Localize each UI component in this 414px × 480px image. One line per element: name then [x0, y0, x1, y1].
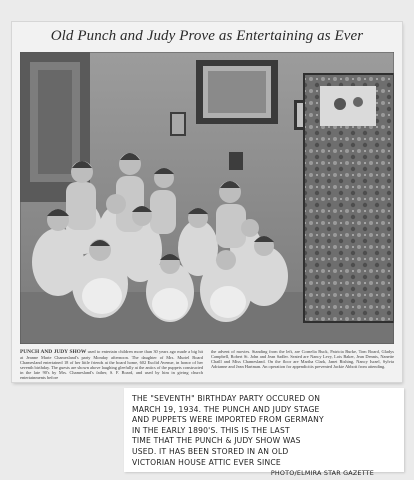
note-line: MARCH 19, 1934. THE PUNCH AND JUDY STAGE [132, 404, 320, 414]
caption-lead: PUNCH AND JUDY SHOW [20, 349, 87, 355]
note-line: IN THE EARLY 1890'S. THIS IS THE LAST [132, 425, 290, 435]
newspaper-clipping [12, 22, 402, 382]
headline: Old Punch and Judy Prove as Entertaining as Ever [50, 28, 364, 44]
note-line: THE "SEVENTH" BIRTHDAY PARTY OCCURED ON [132, 394, 321, 403]
caption-text-left: used to entertain children more than 30 years ago made a big hit at Jeanne Marie Chamesland's party Monday afternoon. The daughter of Mrs. Muriel Board Chamesland entertained 18 of her little friends at the board home, 602 Euclid Avenue, in honor of her seventh birthday. The guests are shown above laughing gleefully at the antics of the puppets constructed in the late 90's by Mrs. Chamesland's father, S. F. Board, and used by him in giving church entertainments before [20, 349, 203, 381]
note-line: VICTORIAN HOUSE ATTIC EVER SINCE [132, 457, 281, 467]
party-photo-image [20, 52, 394, 344]
note-line: USED. IT HAS BEEN STORED IN AN OLD [132, 446, 289, 456]
caption-column-left [20, 349, 203, 382]
note-text [132, 394, 396, 479]
handwritten-note [124, 388, 404, 478]
caption-column-right [211, 349, 394, 382]
party-photo [20, 52, 394, 344]
photo-caption [20, 349, 394, 382]
photo-credit: PHOTO/ELMIRA STAR GAZETTE [270, 469, 374, 478]
note-line: AND PUPPETS WERE IMPORTED FROM GERMANY [132, 415, 324, 425]
note-line: TIME THAT THE PUNCH & JUDY SHOW WAS [132, 436, 301, 446]
caption-text-right: the advent of movies. Standing from the left, are Cornelia Buck, Patricia Burke, Tom Board, Gladys Campbell, Robert St. John and Jean Sadler. Seated are Nancy Levy, Lois Baker, Jean Dennis, Nanette Chaill and Miss Chamesland. On the floor are Martha Clark, Janet Rishing, Nancy Israel, Sylvia Adrianne and Jean Hartman. An operation for appendicitis prevented Jackie Abbott from attending. [211, 349, 394, 370]
